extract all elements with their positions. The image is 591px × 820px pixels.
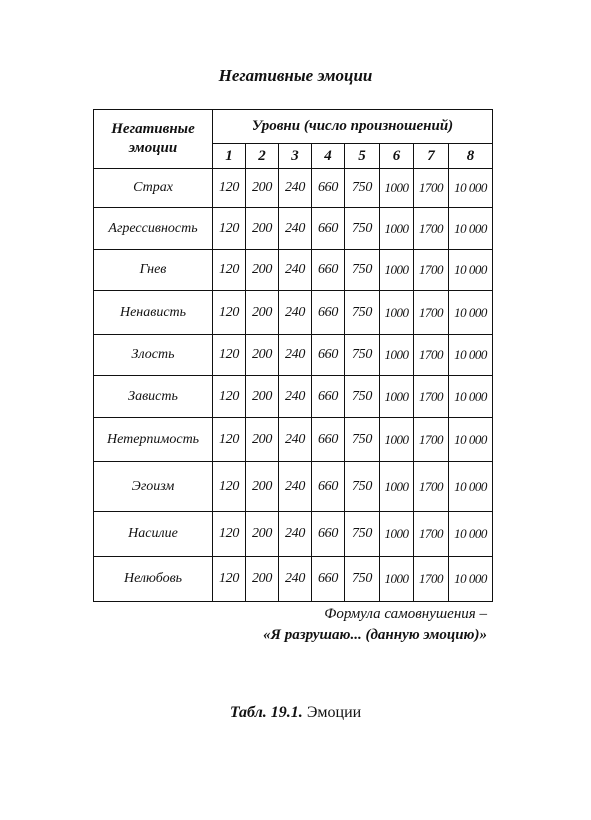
emotion-name: Нетерпимость — [94, 418, 213, 462]
level-value: 1700 — [414, 291, 449, 335]
level-value: 1700 — [414, 169, 449, 208]
level-value: 200 — [246, 291, 279, 335]
table-row — [94, 169, 493, 208]
level-value: 10 000 — [449, 208, 493, 250]
level-value: 1700 — [414, 208, 449, 250]
level-value: 120 — [213, 291, 246, 335]
level-value: 120 — [213, 512, 246, 557]
level-value: 750 — [345, 462, 380, 512]
level-value: 660 — [312, 208, 345, 250]
level-value: 660 — [312, 462, 345, 512]
formula-line-1: Формула самовнушения – — [324, 606, 487, 622]
level-value: 240 — [279, 462, 312, 512]
level-value: 750 — [345, 512, 380, 557]
level-value: 750 — [345, 208, 380, 250]
formula-note — [263, 604, 487, 646]
table-row — [94, 557, 493, 602]
level-value: 660 — [312, 418, 345, 462]
level-value: 10 000 — [449, 462, 493, 512]
level-header: 1 — [213, 144, 246, 169]
level-value: 1000 — [380, 169, 414, 208]
emotion-name: Нелюбовь — [94, 557, 213, 602]
emotion-name: Злость — [94, 335, 213, 376]
level-value: 660 — [312, 250, 345, 291]
formula-line-2: «Я разрушаю... (данную эмоцию)» — [263, 627, 487, 643]
emotion-name: Гнев — [94, 250, 213, 291]
level-value: 1700 — [414, 250, 449, 291]
table-row — [94, 512, 493, 557]
level-value: 10 000 — [449, 418, 493, 462]
level-value: 660 — [312, 335, 345, 376]
level-value: 120 — [213, 557, 246, 602]
level-value: 240 — [279, 512, 312, 557]
level-value: 660 — [312, 376, 345, 418]
emotion-name: Насилие — [94, 512, 213, 557]
level-value: 120 — [213, 418, 246, 462]
level-value: 10 000 — [449, 512, 493, 557]
table-row — [94, 250, 493, 291]
level-value: 120 — [213, 376, 246, 418]
level-value: 1000 — [380, 250, 414, 291]
level-header: 3 — [279, 144, 312, 169]
level-value: 1000 — [380, 291, 414, 335]
level-value: 750 — [345, 335, 380, 376]
emotion-name: Эгоизм — [94, 462, 213, 512]
table-row — [94, 208, 493, 250]
table-caption — [0, 704, 591, 722]
level-value: 1700 — [414, 512, 449, 557]
emotion-name: Агрессивность — [94, 208, 213, 250]
level-value: 240 — [279, 169, 312, 208]
level-value: 200 — [246, 557, 279, 602]
table-row — [94, 376, 493, 418]
level-value: 1000 — [380, 512, 414, 557]
level-value: 200 — [246, 250, 279, 291]
level-value: 1700 — [414, 335, 449, 376]
level-value: 240 — [279, 418, 312, 462]
level-value: 1000 — [380, 462, 414, 512]
table-row — [94, 335, 493, 376]
level-header: 4 — [312, 144, 345, 169]
level-value: 750 — [345, 418, 380, 462]
level-value: 240 — [279, 335, 312, 376]
level-value: 750 — [345, 557, 380, 602]
level-value: 1700 — [414, 462, 449, 512]
level-header: 6 — [380, 144, 414, 169]
header-emotions: Негативные эмоции — [94, 110, 213, 169]
level-header: 8 — [449, 144, 493, 169]
level-value: 10 000 — [449, 557, 493, 602]
level-value: 240 — [279, 250, 312, 291]
level-value: 750 — [345, 291, 380, 335]
emotion-name: Страх — [94, 169, 213, 208]
table-row — [94, 462, 493, 512]
emotion-name: Зависть — [94, 376, 213, 418]
level-value: 200 — [246, 512, 279, 557]
level-value: 1000 — [380, 557, 414, 602]
level-value: 10 000 — [449, 250, 493, 291]
level-value: 120 — [213, 169, 246, 208]
emotion-name: Ненависть — [94, 291, 213, 335]
level-value: 200 — [246, 169, 279, 208]
level-value: 1000 — [380, 418, 414, 462]
emotions-table — [93, 109, 493, 602]
level-value: 660 — [312, 557, 345, 602]
level-value: 1700 — [414, 557, 449, 602]
level-value: 750 — [345, 169, 380, 208]
page-title: Негативные эмоции — [218, 66, 373, 85]
level-value: 1000 — [380, 376, 414, 418]
level-value: 120 — [213, 208, 246, 250]
level-value: 1700 — [414, 418, 449, 462]
level-value: 120 — [213, 250, 246, 291]
level-value: 10 000 — [449, 169, 493, 208]
level-value: 10 000 — [449, 335, 493, 376]
level-value: 200 — [246, 376, 279, 418]
header-levels: Уровни (число произношений) — [213, 110, 493, 144]
level-value: 750 — [345, 376, 380, 418]
level-value: 10 000 — [449, 291, 493, 335]
level-value: 200 — [246, 335, 279, 376]
level-value: 660 — [312, 169, 345, 208]
level-header: 2 — [246, 144, 279, 169]
level-value: 660 — [312, 291, 345, 335]
level-value: 10 000 — [449, 376, 493, 418]
level-header: 5 — [345, 144, 380, 169]
level-value: 1000 — [380, 335, 414, 376]
table-body — [94, 169, 493, 602]
level-value: 1000 — [380, 208, 414, 250]
level-header: 7 — [414, 144, 449, 169]
level-value: 750 — [345, 250, 380, 291]
level-value: 200 — [246, 418, 279, 462]
table-header — [94, 110, 493, 169]
table-row — [94, 291, 493, 335]
caption-label: Табл. 19.1. — [229, 704, 303, 721]
level-value: 200 — [246, 462, 279, 512]
level-value: 120 — [213, 462, 246, 512]
caption-text: Эмоции — [306, 704, 362, 721]
level-value: 200 — [246, 208, 279, 250]
level-value: 120 — [213, 335, 246, 376]
level-value: 660 — [312, 512, 345, 557]
level-value: 240 — [279, 291, 312, 335]
level-value: 1700 — [414, 376, 449, 418]
level-value: 240 — [279, 557, 312, 602]
table-row — [94, 418, 493, 462]
level-value: 240 — [279, 376, 312, 418]
level-value: 240 — [279, 208, 312, 250]
